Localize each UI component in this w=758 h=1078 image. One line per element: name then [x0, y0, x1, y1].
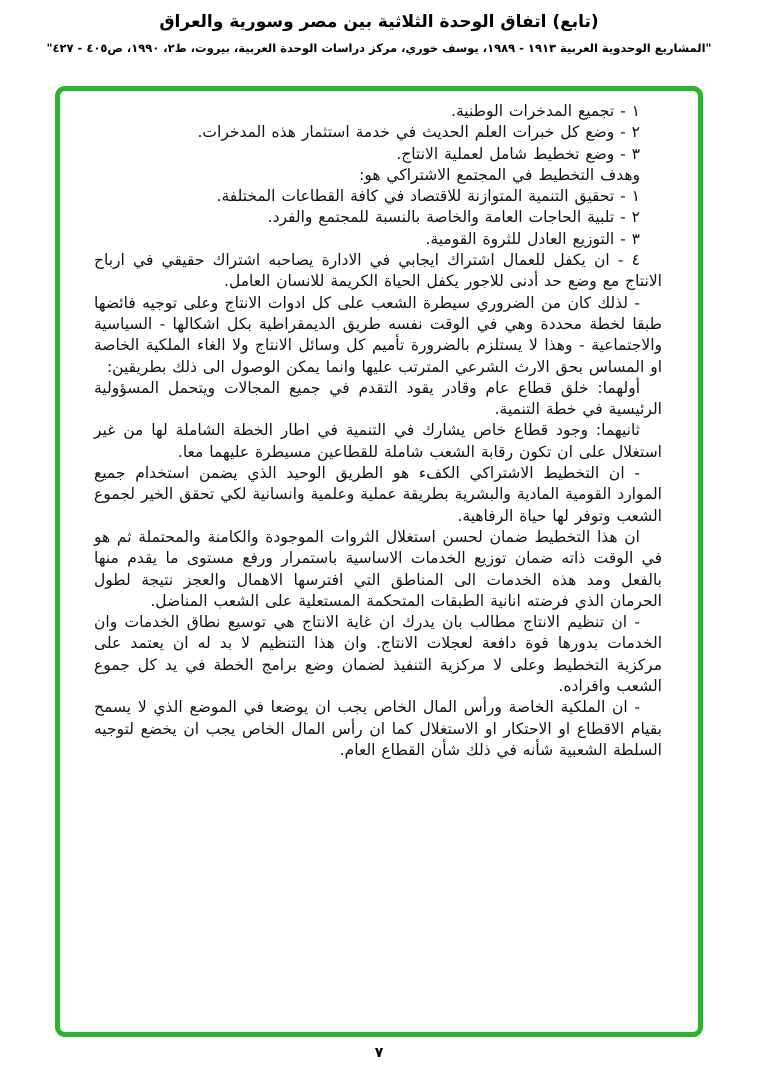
paragraph: وهدف التخطيط في المجتمع الاشتراكي هو:: [359, 165, 640, 184]
content-border-box: [55, 86, 703, 1037]
page-number: ٧: [374, 1045, 384, 1061]
document-title: (تابع) اتفاق الوحدة الثلاثية بين مصر وسورية والعراق: [159, 12, 599, 32]
paragraph: ١ - تجميع المدخرات الوطنية.: [451, 102, 640, 120]
paragraph: - لذلك كان من الضروري سيطرة الشعب على كل ادوات الانتاج وعلى توجيه فائضها طبقا لخطة محددة وهي في الوقت نفسه طريق الديمقراطية بكل اشكالها - السياسية والاجتماعية - وهذا لا يستلزم بالضرورة تأميم كل وسائل الانتاج ولا الغاء الملكية الخاصة او المساس بحق الارث الشرعي المترتب عليها وانما يمكن الوصول الى ذلك بطريقين:: [94, 293, 662, 376]
paragraph: ٢ - وضع كل خبرات العلم الحديث في خدمة استثمار هذه المدخرات.: [197, 123, 640, 142]
paragraph: ٢ - تلبية الحاجات العامة والخاصة بالنسبة للمجتمع والفرد.: [267, 208, 640, 227]
paragraph: ١ - تحقيق التنمية المتوازنة للاقتصاد في كافة القطاعات المختلفة.: [216, 187, 640, 206]
paragraph: ان هذا التخطيط ضمان لحسن استغلال الثروات الموجودة والكامنة والمحتملة ثم هو في الوقت ذاته ضمان توزيع الخدمات الاساسية باستمرار ورفع مستوى ما يقدم منها بالفعل ومد هذه الخدمات الى المناطق التي افترسها الاهمال والعجز نتيجة لطول الحرمان الذي فرضته انانية الطبقات المتحكمة المستعلية على الشعب المناضل.: [94, 527, 662, 610]
page-footer: [0, 1042, 758, 1061]
document-header: [0, 0, 758, 55]
document-body: [60, 91, 698, 1032]
paragraph: - ان الملكية الخاصة ورأس المال الخاص يجب ان يوضعا في الموضع الذي لا يسمح بقيام الاقطاع او الاحتكار او الاستغلال كما ان رأس المال الخاص يجب ان يخضع لتوجيه السلطة الشعبية شأنه في ذلك شأن القطاع العام.: [94, 698, 662, 759]
paragraph: - ان التخطيط الاشتراكي الكفء هو الطريق الوحيد الذي يضمن استخدام جميع الموارد القومية المادية والبشرية بطريقة عملية وعلمية وانسانية لكي تحقق الخير لجموع الشعب وتوفر لها حياة الرفاهية.: [94, 464, 662, 525]
source-citation: "المشاريع الوحدوية العربية ١٩١٣ - ١٩٨٩، يوسف خوري، مركز دراسات الوحدة العربية، بيروت، ط٢، ١٩٩٠، ص٤٠٥ - ٤٢٧": [46, 41, 712, 55]
paragraph: ٣ - التوزيع العادل للثروة القومية.: [425, 229, 640, 248]
paragraph: - ان تنظيم الانتاج مطالب بان يدرك ان غاية الانتاج هي توسيع نطاق الخدمات وان الخدمات بدورها قوة دافعة لعجلات الانتاج. وان هذا التنظيم لا بد له ان يعتمد على مركزية التخطيط وعلى لا مركزية التنفيذ لضمان وضع برامج الخطة في يد كل جموع الشعب وافراده.: [94, 613, 662, 696]
paragraph: ٤ - ان يكفل للعمال اشتراك ايجابي في الادارة يصاحبه اشتراك حقيقي في ارباح الانتاج مع وضع حد أدنى للاجور يكفل الحياة الكريمة للانسان العامل.: [94, 251, 662, 291]
paragraph: ٣ - وضع تخطيط شامل لعملية الانتاج.: [396, 144, 640, 163]
paragraph: أولهما: خلق قطاع عام وقادر يقود التقدم في جميع المجالات ويتحمل المسؤولية الرئيسية في خطة التنمية.: [94, 378, 662, 419]
paragraph: ثانيهما: وجود قطاع خاص يشارك في التنمية في اطار الخطة الشاملة لها من غير استغلال على ان تكون رقابة الشعب شاملة للقطاعين مسيطرة عليهما معا.: [94, 421, 662, 461]
